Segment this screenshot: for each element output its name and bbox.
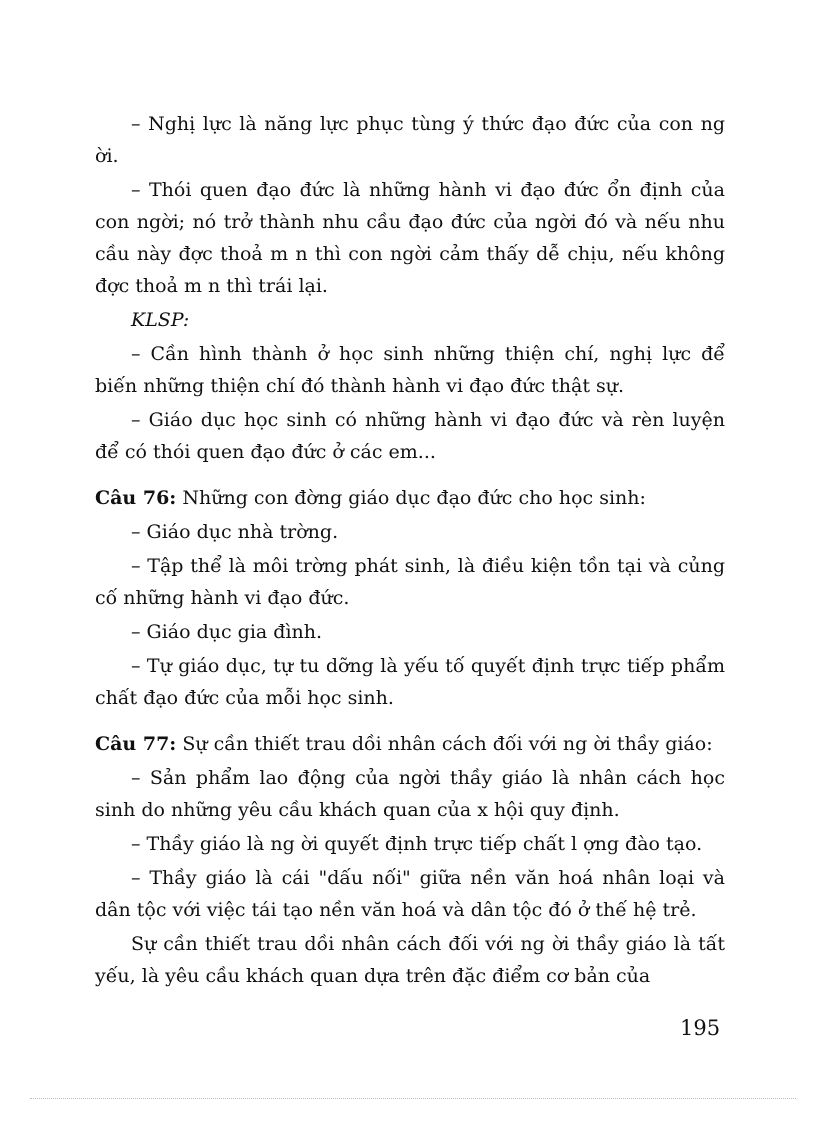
question-label: Câu 77:	[95, 733, 177, 755]
page-body	[95, 108, 725, 992]
paragraph: – Giáo dục nhà trờng.	[131, 521, 339, 543]
question-heading	[95, 482, 725, 514]
paragraph: – Sản phẩm lao động của ngời thầy giáo là nhân cách học sinh do những yêu cầu khách quan của x hội quy định.	[95, 767, 725, 821]
page-number: 195	[680, 1016, 721, 1040]
paragraph: – Nghị lực là năng lực phục tùng ý thức đạo đức của con ng ời.	[95, 113, 725, 167]
question-text: Những con đờng giáo dục đạo đức cho học sinh:	[176, 487, 646, 509]
question-heading	[95, 728, 725, 760]
section-label: KLSP:	[131, 309, 190, 331]
paragraph: – Thầy giáo là cái "dấu nối" giữa nền văn hoá nhân loại và dân tộc với việc tái tạo nền văn hoá và dân tộc đó ở thế hệ trẻ.	[95, 867, 725, 921]
paragraph: – Giáo dục học sinh có những hành vi đạo đức và rèn luyện để có thói quen đạo đức ở các em...	[95, 409, 725, 463]
paragraph: – Thói quen đạo đức là những hành vi đạo đức ổn định của con ngời; nó trở thành nhu cầu đạo đức của ngời đó và nếu nhu cầu này đợc thoả m n thì con ngời cảm thấy dễ chịu, nếu không đợc thoả m n thì trái lại.	[95, 179, 725, 297]
paragraph: – Tự giáo dục, tự tu dỡng là yếu tố quyết định trực tiếp phẩm chất đạo đức của mỗi học sinh.	[95, 655, 725, 709]
paragraph: Sự cần thiết trau dồi nhân cách đối với ng ời thầy giáo là tất yếu, là yêu cầu khách quan dựa trên đặc điểm cơ bản của	[95, 933, 725, 987]
paragraph: – Giáo dục gia đình.	[131, 621, 323, 643]
paragraph: – Thầy giáo là ng ời quyết định trực tiếp chất l ợng đào tạo.	[131, 833, 703, 855]
question-label: Câu 76:	[95, 487, 177, 509]
page-edge-divider	[30, 1098, 796, 1099]
paragraph: – Cần hình thành ở học sinh những thiện chí, nghị lực để biến những thiện chí đó thành hành vi đạo đức thật sự.	[95, 343, 725, 397]
question-text: Sự cần thiết trau dồi nhân cách đối với ng ời thầy giáo:	[176, 733, 713, 755]
paragraph: – Tập thể là môi trờng phát sinh, là điều kiện tồn tại và củng cố những hành vi đạo đức.	[95, 555, 725, 609]
